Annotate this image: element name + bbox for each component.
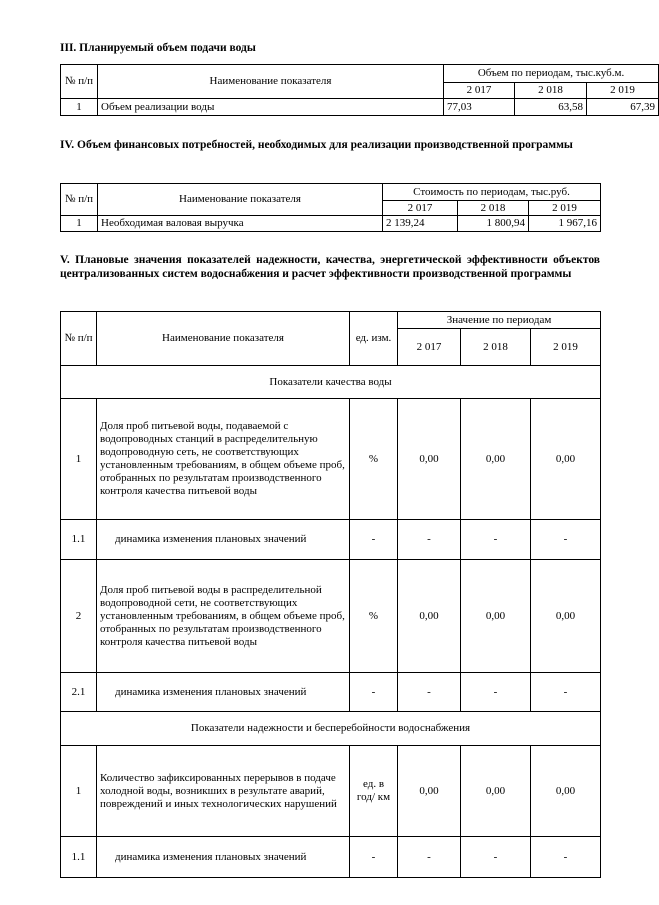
section-4-title: IV. Объем финансовых потребностей, необходимых для реализации производственной программы	[60, 139, 573, 151]
row-unit: -	[350, 837, 398, 878]
year-cell: 2 019	[587, 83, 659, 99]
header-period: Значение по периодам	[398, 312, 601, 329]
row-value: -	[531, 520, 601, 560]
row-value: 77,03	[444, 99, 515, 116]
row-value: 0,00	[461, 560, 531, 673]
year-cell: 2 017	[444, 83, 515, 99]
table-row	[61, 837, 601, 878]
row-value: -	[398, 520, 461, 560]
header-name: Наименование показателя	[97, 312, 350, 366]
year-cell: 2 017	[398, 329, 461, 366]
year-cell: 2 018	[515, 83, 587, 99]
row-name: динамика изменения плановых значений	[97, 673, 350, 712]
header-no: № п/п	[61, 184, 98, 216]
header-no: № п/п	[61, 312, 97, 366]
row-unit: %	[350, 399, 398, 520]
row-value: 0,00	[461, 399, 531, 520]
row-value: 0,00	[531, 399, 601, 520]
row-no: 2.1	[61, 673, 97, 712]
row-no: 1	[61, 216, 98, 232]
row-unit: -	[350, 673, 398, 712]
row-value: -	[398, 837, 461, 878]
table-row	[61, 560, 601, 673]
row-name: Объем реализации воды	[98, 99, 444, 116]
row-no: 1	[61, 99, 98, 116]
table-row	[61, 520, 601, 560]
row-no: 1	[61, 399, 97, 520]
year-cell: 2 018	[458, 201, 529, 216]
row-value: 1 800,94	[458, 216, 529, 232]
financial-needs-table	[60, 183, 601, 232]
year-cell: 2 019	[529, 201, 601, 216]
row-unit: ед. в год/ км	[350, 746, 398, 837]
row-name: динамика изменения плановых значений	[97, 837, 350, 878]
year-cell: 2 019	[531, 329, 601, 366]
year-cell: 2 018	[461, 329, 531, 366]
row-value: 63,58	[515, 99, 587, 116]
row-value: 67,39	[587, 99, 659, 116]
row-value: -	[461, 520, 531, 560]
row-value: -	[531, 837, 601, 878]
row-no: 1	[61, 746, 97, 837]
row-name: Необходимая валовая выручка	[98, 216, 383, 232]
row-value: -	[531, 673, 601, 712]
row-value: 0,00	[398, 746, 461, 837]
header-name: Наименование показателя	[98, 184, 383, 216]
row-value: -	[461, 837, 531, 878]
table-row	[61, 216, 601, 232]
header-name: Наименование показателя	[98, 65, 444, 99]
row-value: 0,00	[461, 746, 531, 837]
row-name: Доля проб питьевой воды, подаваемой с водопроводных станций в распределительную водопроводную сеть, не соответствующих установленным требованиям, в общем объеме проб, отобранных по результатам производственного контроля качества питьевой воды	[97, 399, 350, 520]
row-value: 0,00	[398, 399, 461, 520]
year-cell: 2 017	[383, 201, 458, 216]
group-header-reliability: Показатели надежности и бесперебойности водоснабжения	[61, 712, 601, 746]
row-value: -	[398, 673, 461, 712]
supply-volume-table	[60, 64, 659, 116]
table-row	[61, 99, 659, 116]
group-header-quality: Показатели качества воды	[61, 366, 601, 399]
section-3-title: III. Планируемый объем подачи воды	[60, 42, 256, 54]
table-row	[61, 399, 601, 520]
row-value: -	[461, 673, 531, 712]
header-period: Стоимость по периодам, тыс.руб.	[383, 184, 601, 201]
header-unit: ед. изм.	[350, 312, 398, 366]
row-value: 2 139,24	[383, 216, 458, 232]
table-row	[61, 746, 601, 837]
header-period: Объем по периодам, тыс.куб.м.	[444, 65, 659, 83]
performance-indicators-table	[60, 311, 601, 878]
row-no: 2	[61, 560, 97, 673]
section-5-title: V. Плановые значения показателей надежности, качества, энергетической эффективности объектов централизованных систем водоснабжения и расчет эффективности производственной программы	[60, 254, 600, 280]
row-value: 1 967,16	[529, 216, 601, 232]
row-no: 1.1	[61, 520, 97, 560]
table-row	[61, 673, 601, 712]
header-no: № п/п	[61, 65, 98, 99]
row-value: 0,00	[398, 560, 461, 673]
row-value: 0,00	[531, 746, 601, 837]
row-no: 1.1	[61, 837, 97, 878]
row-name: динамика изменения плановых значений	[97, 520, 350, 560]
row-unit: %	[350, 560, 398, 673]
row-name: Доля проб питьевой воды в распределительной водопроводной сети, не соответствующих установленным требованиям, в общем объеме проб, отобранных по результатам производственного контроля качества питьевой воды	[97, 560, 350, 673]
row-value: 0,00	[531, 560, 601, 673]
row-unit: -	[350, 520, 398, 560]
row-name: Количество зафиксированных перерывов в подаче холодной воды, возникших в результате аварий, повреждений и иных технологических нарушений	[97, 746, 350, 837]
